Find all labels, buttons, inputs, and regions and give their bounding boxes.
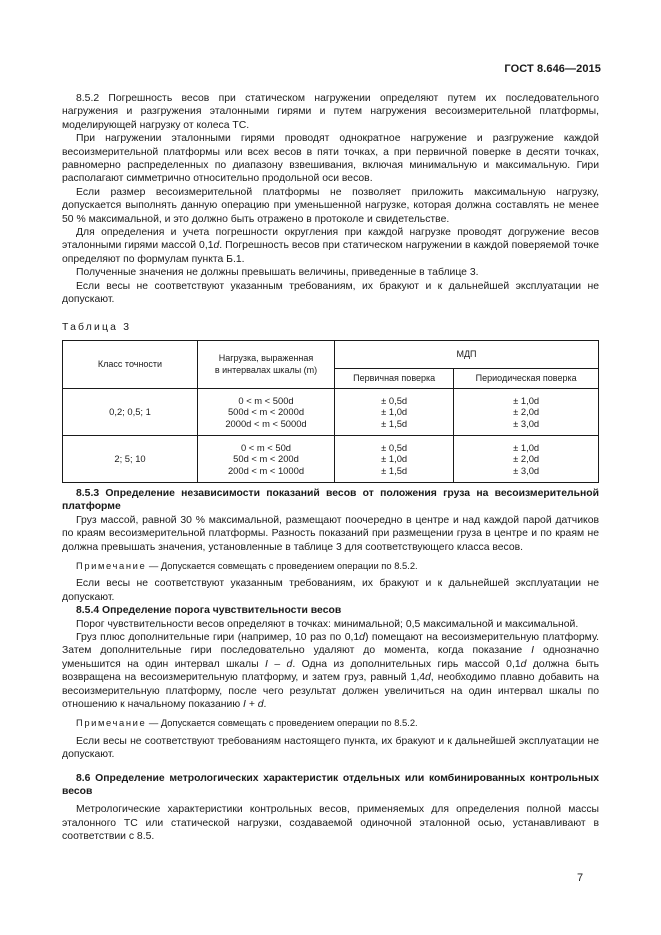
cell-periodic bbox=[454, 435, 599, 482]
cell-loads bbox=[198, 388, 335, 435]
table-row bbox=[63, 435, 599, 482]
primary-value: ± 1,0d bbox=[381, 406, 408, 418]
text-fragment: , необходимо плавно добавить на весоизмерительную платформу, после чего результат должен увеличиться на один интервал шкалы по отношению к начальному показанию bbox=[62, 672, 600, 710]
note-label: Примечание bbox=[76, 717, 147, 729]
page-content bbox=[62, 92, 599, 844]
paragraph-852-reduced-load: Если размер весоизмерительной платформы не позволяет приложить максимальную нагрузку, допускается выполнять данную операцию при уменьшенной нагрузке, которая должна составлять не менее 50 % максимальной, и это должно быть отражено в протоколе и свидетельстве. bbox=[62, 186, 599, 225]
header-primary: Первичная поверка bbox=[335, 368, 454, 388]
section-853-title: 8.5.3 Определение независимости показаний весов от положения груза на весоизмерительной платформе bbox=[62, 487, 599, 513]
primary-value: ± 0,5d bbox=[381, 441, 408, 453]
cell-class: 0,2; 0,5; 1 bbox=[63, 388, 198, 435]
section-854-reject: Если весы не соответствуют требованиям настоящего пункта, их бракуют и к дальнейшей эксплуатации не допускают. bbox=[62, 735, 599, 761]
header-load-line2: в интервалах шкалы (m) bbox=[214, 365, 318, 376]
text-fragment: Груз плюс дополнительные гири (например, 10 раз по 0,1 bbox=[76, 631, 360, 643]
var-d: d bbox=[520, 658, 527, 670]
load-value: 500d < m < 2000d bbox=[227, 406, 305, 418]
note-text: — Допускается совмещать с проведением операции по 8.5.2. bbox=[146, 559, 418, 571]
cell-primary bbox=[335, 435, 454, 482]
load-value: 2000d < m < 5000d bbox=[225, 417, 307, 429]
periodic-value: ± 2,0d bbox=[513, 453, 540, 465]
expr-i-plus-d: I + d bbox=[243, 699, 264, 710]
page-number: 7 bbox=[577, 872, 584, 884]
load-value: 200d < m < 1000d bbox=[227, 464, 305, 476]
load-value: 50d < m < 200d bbox=[233, 453, 299, 465]
var-d: d bbox=[425, 672, 431, 684]
expr-i-minus-d: I – d bbox=[265, 658, 293, 670]
paragraph-852-rounding bbox=[62, 226, 599, 266]
table-row bbox=[63, 388, 599, 435]
var-d: d bbox=[359, 631, 365, 643]
section-854-title: 8.5.4 Определение порога чувствительности весов bbox=[76, 605, 342, 617]
standard-id-header: ГОСТ 8.646—2015 bbox=[504, 63, 601, 75]
header-periodic: Периодическая поверка bbox=[454, 368, 599, 388]
text-fragment: должна быть возвращена на весоизмерительную платформу, и затем груз, равный 1,4 bbox=[62, 658, 600, 684]
text-fragment: . bbox=[263, 699, 267, 710]
primary-value: ± 1,0d bbox=[381, 453, 408, 465]
section-853-text: Груз массой, равной 30 % максимальной, размещают поочередно в центре и над каждой парой датчиков по краям весоизмерительной платформы. Разность показаний при размещении груза в центре и по краям не должна превышать значения, установленные в таблице 3 для соответствующего класса весов. bbox=[62, 514, 599, 553]
text-fragment: Для определения и учета погрешности округления при каждой нагрузке проводят догружение весов эталонными гирями массой 0,1 bbox=[62, 227, 599, 252]
periodic-value: ± 2,0d bbox=[513, 406, 540, 418]
paragraph-852-intro: 8.5.2 Погрешность весов при статическом нагружении определяют путем их последовательного нагружения и разгружения эталонными гирями и путем нагружения весоизмерительной платформы, моделирующей нагрузку от колеса ТС. bbox=[62, 93, 599, 131]
table-caption: Таблица 3 bbox=[62, 321, 132, 333]
text-fragment: . Погрешность весов при статическом нагружении в каждой поверяемой точке определяют по формулам пункта Б.1. bbox=[62, 240, 599, 265]
section-86-text: Метрологические характеристики контрольных весов, применяемых для определения полной массы эталонного ТС или статической нагрузки, создаваемой одиночной эталонной осью, устанавливают в соответствии с 8.5. bbox=[62, 804, 599, 843]
section-86-title: 8.6 Определение метрологических характеристик отдельных или комбинированных контрольных весов bbox=[62, 772, 599, 798]
cell-class: 2; 5; 10 bbox=[63, 435, 198, 482]
var-i: I bbox=[531, 645, 535, 657]
note-text: — Допускается совмещать с проведением операции по 8.5.2. bbox=[146, 717, 418, 729]
text-fragment: однозначно уменьшится на один интервал шкалы bbox=[62, 645, 599, 670]
table-3 bbox=[62, 340, 599, 483]
periodic-value: ± 1,0d bbox=[513, 441, 540, 453]
header-load bbox=[198, 340, 335, 388]
periodic-value: ± 3,0d bbox=[513, 417, 540, 429]
header-mdp: МДП bbox=[335, 340, 599, 368]
paragraph-852-reject: Если весы не соответствуют указанным требованиям, их бракуют и к дальнейшей эксплуатации не допускают. bbox=[62, 280, 599, 306]
section-853-note bbox=[62, 559, 599, 572]
note-label: Примечание bbox=[76, 559, 147, 571]
primary-value: ± 0,5d bbox=[381, 394, 408, 406]
var-d: d bbox=[213, 240, 220, 252]
cell-periodic bbox=[454, 388, 599, 435]
header-load-line1: Нагрузка, выраженная bbox=[218, 353, 314, 364]
cell-primary bbox=[335, 388, 454, 435]
text-fragment: . Одна из дополнительных гирь массой 0,1 bbox=[292, 658, 521, 670]
section-853-reject: Если весы не соответствуют указанным требованиям, их бракуют и к дальнейшей эксплуатации не допускают. bbox=[62, 578, 599, 603]
text-fragment: ) помещают на весоизмерительную платформу. Затем дополнительные гири последовательно удаляют до момента, когда показание bbox=[62, 631, 599, 657]
periodic-value: ± 1,0d bbox=[513, 394, 540, 406]
periodic-value: ± 3,0d bbox=[513, 464, 540, 476]
section-854-procedure bbox=[62, 631, 599, 711]
paragraph-852-weights: При нагружении эталонными гирями проводят однократное нагружение и разгружение каждой весоизмерительной платформы или всех весов в пяти точках, а при первичной поверке в десяти точках, равномерно распределенных по диапазону взвешивания, включая минимальную и максимальную. Гири располагают симметрично относительно продольной оси весов. bbox=[62, 133, 599, 185]
primary-value: ± 1,5d bbox=[381, 464, 408, 476]
header-class: Класс точности bbox=[63, 340, 198, 388]
primary-value: ± 1,5d bbox=[381, 417, 408, 429]
load-value: 0 < m < 50d bbox=[240, 441, 292, 453]
section-854-note bbox=[62, 716, 599, 729]
load-value: 0 < m < 500d bbox=[238, 394, 294, 406]
paragraph-852-values: Полученные значения не должны превышать величины, приведенные в таблице 3. bbox=[76, 267, 479, 279]
section-854-points: Порог чувствительности весов определяют в точках: минимальной; 0,5 максимальной и максимальной. bbox=[76, 618, 579, 630]
cell-loads bbox=[198, 435, 335, 482]
